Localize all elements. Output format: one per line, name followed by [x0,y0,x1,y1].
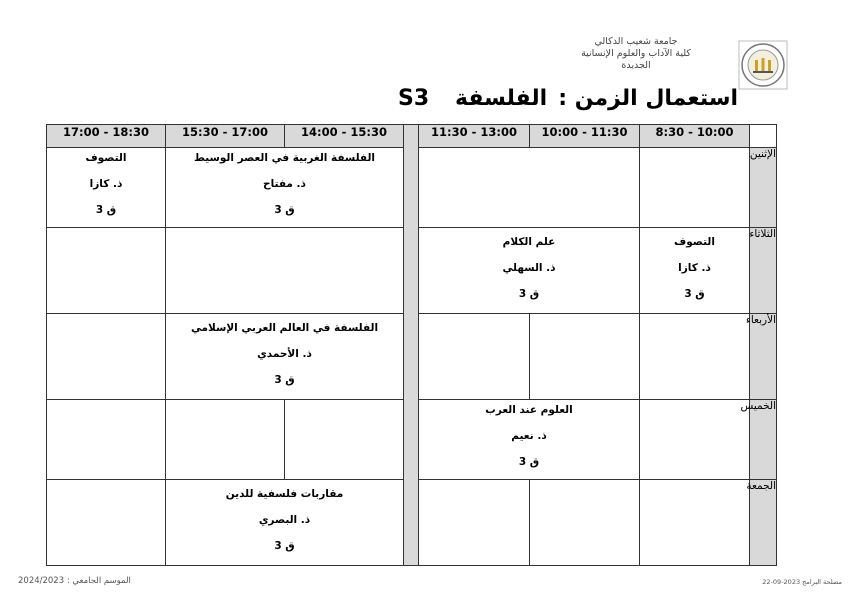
empty-cell [419,314,530,400]
university-name: جامعة شعيب الدكالي [594,36,678,47]
program-service: مصلحة البرامج 2023-09-22 [762,578,842,586]
day-label: الأربعاء [750,314,777,400]
course-room: ق 3 [518,288,540,300]
course-cell [640,228,750,314]
slot-header: 14:00 - 15:30 [285,125,404,148]
title-semester: S3 [398,86,430,111]
course-room: ق 3 [684,288,705,300]
course-prof: ذ. كازا [678,262,711,274]
course-name: التصوف [674,236,715,248]
day-label: الثلاثاء [750,228,777,314]
faculty-name: كلية الآداب والعلوم الإنسانية [581,48,691,59]
course-cell [166,314,404,400]
header-row [47,125,777,148]
day-label: الخميس [750,400,777,480]
page-title [558,86,738,111]
course-room: ق 3 [274,204,295,216]
course-prof: ذ. السهلي [502,262,556,274]
empty-cell [419,148,640,228]
empty-cell [419,480,530,566]
timetable [46,124,777,566]
course-prof: ذ. نعيم [511,430,547,442]
course-cell [47,148,166,228]
slot-header: 15:30 - 17:00 [166,125,285,148]
day-label: الإثنين [750,148,777,228]
course-cell [419,400,640,480]
slot-header: 10:00 - 11:30 [530,125,640,148]
course-name: الفلسفة الغربية في العصر الوسيط [193,152,376,164]
empty-cell [47,228,166,314]
day-header [750,125,777,148]
course-name: العلوم عند العرب [485,404,573,416]
empty-cell [640,314,750,400]
empty-cell [47,400,166,480]
course-cell [166,480,404,566]
lunch-separator [404,125,419,566]
empty-cell [47,480,166,566]
course-name: التصوف [85,152,127,164]
empty-cell [47,314,166,400]
course-name: علم الكلام [502,236,556,248]
empty-cell [640,400,750,480]
course-prof: ذ. مفتاح [263,178,306,190]
empty-cell [530,480,640,566]
course-cell [166,148,404,228]
course-room: ق 3 [95,204,117,216]
course-room: ق 3 [274,540,295,552]
course-name: مقاربات فلسفية للدين [225,488,344,500]
empty-cell [166,400,285,480]
empty-cell [285,400,404,480]
university-header [536,36,736,72]
empty-cell [640,148,750,228]
course-cell [419,228,640,314]
empty-cell [530,314,640,400]
empty-cell [640,480,750,566]
slot-header: 8:30 - 10:00 [640,125,750,148]
title-subject: الفلسفة [455,86,548,111]
course-room: ق 3 [274,374,295,386]
slot-header: 11:30 - 13:00 [419,125,530,148]
title-label: استعمال الزمن : [558,86,738,111]
day-label: الجمعة [750,480,777,566]
slot-header: 17:00 - 18:30 [47,125,166,148]
empty-cell [166,228,404,314]
course-prof: ذ. كازا [89,178,123,190]
university-seal-icon [738,40,788,90]
academic-year: الموسم الجامعي : 2024/2023 [18,576,131,586]
course-room: ق 3 [518,456,540,468]
city-name: الجديدة [621,60,651,71]
course-prof: ذ. الأحمدي [257,348,312,360]
course-prof: ذ. البصري [258,514,311,526]
course-name: الفلسفة في العالم العربي الإسلامي [190,322,379,334]
